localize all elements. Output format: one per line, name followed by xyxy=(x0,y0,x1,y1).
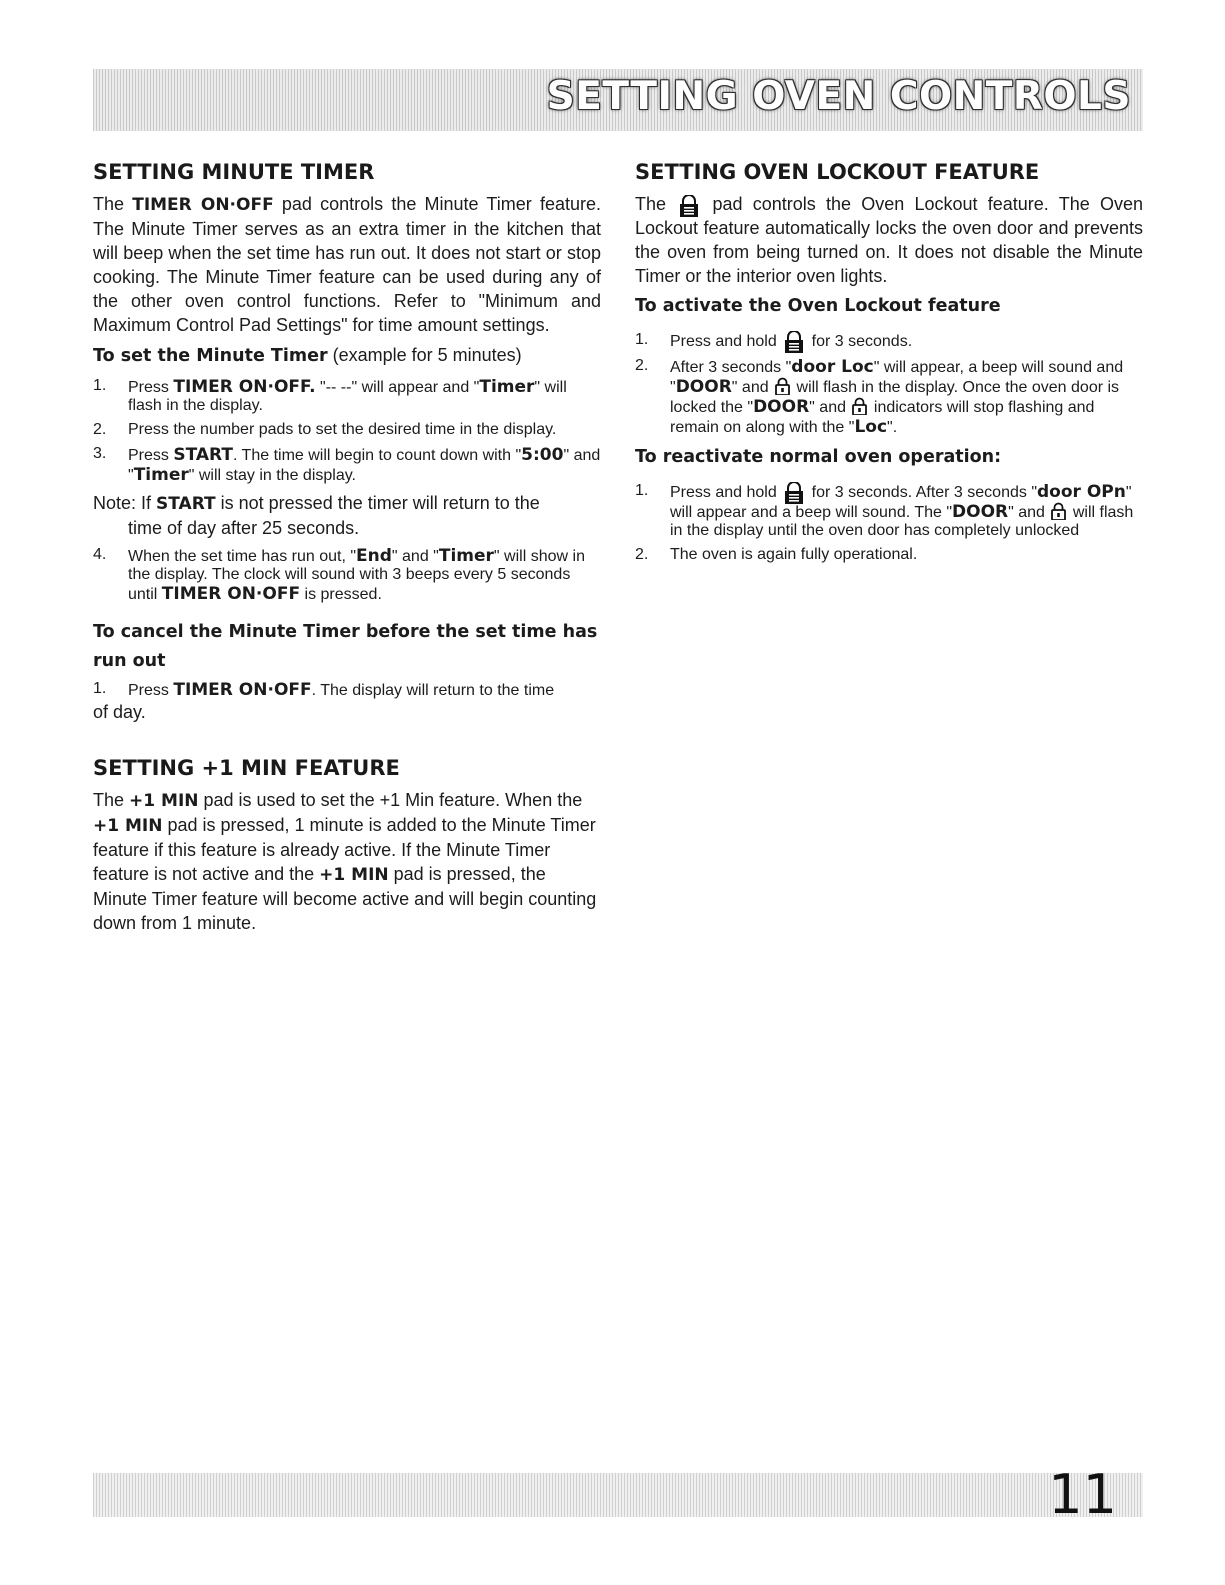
page-section-title: SETTING OVEN CONTROLS xyxy=(546,74,1131,119)
cancel-timer-heading: To cancel the Minute Timer before the set time has run out xyxy=(93,622,598,671)
door-lock-icon xyxy=(1051,502,1066,520)
timer-on-off-label: TIMER ON·OFF xyxy=(132,195,274,215)
minute-timer-heading: SETTING MINUTE TIMER xyxy=(93,160,375,184)
left-column: SETTING MINUTE TIMER The TIMER ON·OFF pad controls the Minute Timer feature. The Minute Timer serves as an extra timer in the kitchen that will beep when the set time has run out. It does not start or stop cooking. The Minute Timer feature can be used during any of the other oven control functions. Refer to "Minimum and Maximum Control Pad Settings" for time amount settings. To set the Minute Timer (example for 5 minutes) 1. Press TIMER ON·OFF. "-- --" will appear and "Timer" will flash in the display. 2. Press the number pads to set the desired time in the display. 3. Press START. The time will begin to count down with "5:00" and "Timer" will stay in the display. Note: If START is not pressed the timer will return to the time of day after 25 seconds. 4. When the set time has run out, "End" and "Timer" will show in the display. The clock will sound with 3 beeps every 5 seconds until TIMER ON·OFF is pressed. To cancel the Minute Timer before the set time has run out 1. Press TIMER ON·OFF. The display will return to the time of day. SETTING +1 MIN FEATURE The +1 MIN pad is used to set the +1 Min feature. When the +1 MIN pad is pressed, 1 minute is added to the Minute Timer feature if this feature is already active. If the Minute Timer feature is not active and the +1 MIN pad is pressed, the Minute Timer feature will become active and will begin counting down from 1 minute. xyxy=(93,160,601,933)
list-item: 1. Press and hold for 3 seconds. xyxy=(635,331,1143,351)
list-item: 2. The oven is again fully operational. xyxy=(635,546,918,563)
list-item: 1. Press TIMER ON·OFF. "-- --" will appear and "Timer" will flash in the display. xyxy=(93,377,567,414)
set-minute-timer-heading: To set the Minute Timer (example for 5 minutes) xyxy=(93,345,522,366)
door-lock-icon xyxy=(775,377,790,395)
oven-lockout-heading: SETTING OVEN LOCKOUT FEATURE xyxy=(635,160,1040,184)
oven-lock-pad-icon xyxy=(679,195,699,213)
list-item: 4. When the set time has run out, "End" and "Timer" will show in the display. The clock will sound with 3 beeps every 5 seconds until TIMER ON·OFF is pressed. xyxy=(93,546,585,604)
list-item: 2. After 3 seconds "door Loc" will appear, a beep will sound and "DOOR" and will flash in the display. Once the oven door is locked the "DOOR" and indicators will stop flashing and remain on along with the "Loc". xyxy=(635,357,1124,437)
door-lock-icon xyxy=(852,397,867,415)
plus-one-min-body: The +1 MIN pad is used to set the +1 Min feature. When the +1 MIN pad is pressed, 1 minute is added to the Minute Timer feature if this feature is already active. If the Minute Timer feature is not active and the +1 MIN pad is pressed, the Minute Timer feature will become active and will begin counting down from 1 minute. xyxy=(93,790,597,933)
reactivate-heading: To reactivate normal oven operation: xyxy=(635,447,1002,467)
right-column xyxy=(635,158,1143,564)
oven-lock-pad-icon xyxy=(784,331,804,349)
list-item: 1. Press TIMER ON·OFF. The display will return to the time xyxy=(93,680,555,700)
oven-lockout-intro: The pad controls the Oven Lockout feature. The Oven Lockout feature automatically locks the oven door and prevents the oven from being turned on. It does not disable the Minute Timer or the interior oven lights. xyxy=(635,194,1143,286)
list-item: 2. Press the number pads to set the desired time in the display. xyxy=(93,421,557,438)
minute-timer-intro: The TIMER ON·OFF pad controls the Minute Timer feature. The Minute Timer serves as an extra timer in the kitchen that will beep when the set time has run out. It does not start or stop cooking. The Minute Timer feature can be used during any of the other oven control functions. Refer to "Minimum and Maximum Control Pad Settings" for time amount settings. xyxy=(93,194,601,335)
oven-lock-pad-icon xyxy=(784,482,804,500)
list-item: 1. Press and hold for 3 seconds. After 3 seconds "door OPn" will appear and a beep will sound. The "DOOR" and will flash in the display until the oven door has completely unlocked xyxy=(635,482,1134,539)
header-band xyxy=(93,69,1143,131)
page-number: 11 xyxy=(1048,1463,1117,1526)
plus-one-min-heading: SETTING +1 MIN FEATURE xyxy=(93,756,400,780)
list-item: 3. Press START. The time will begin to count down with "5:00" and "Timer" will stay in the display. xyxy=(93,445,601,485)
footer-band xyxy=(93,1463,1143,1526)
activate-lockout-heading: To activate the Oven Lockout feature xyxy=(635,296,1001,316)
timer-note: Note: If START is not pressed the timer will return to the time of day after 25 seconds. xyxy=(93,493,540,538)
